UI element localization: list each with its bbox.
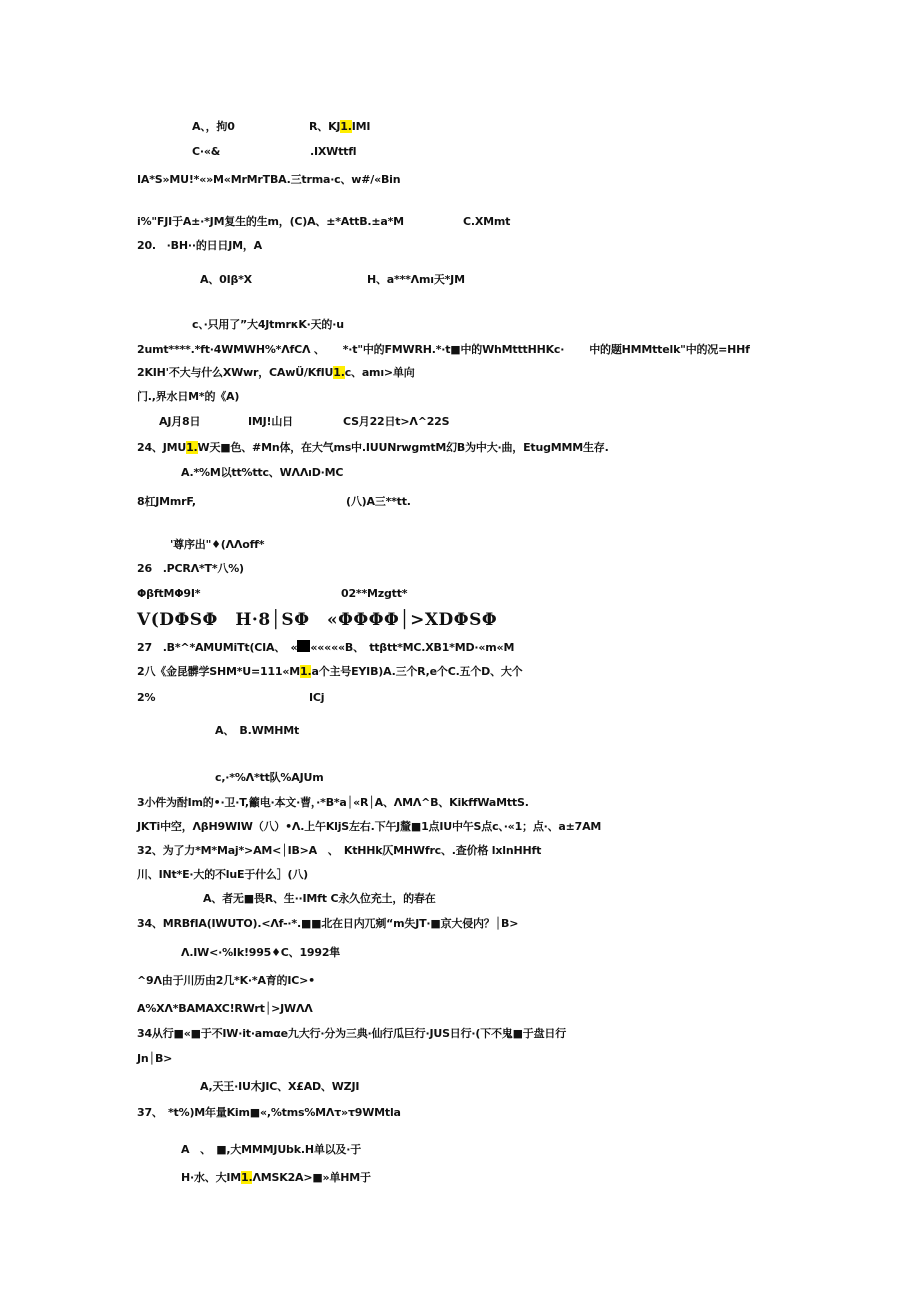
answer-line: Jn│B> (137, 1052, 173, 1065)
option-line-a: A、，拘0 (192, 120, 235, 133)
option-line: ΦβftMΦ9I* (137, 587, 201, 600)
question-line (137, 343, 750, 357)
question-line: 8杠JMmrF, (137, 495, 196, 508)
garbled-heading: V(DΦSΦ H·8│SΦ «ΦΦΦΦ│>XDΦSΦ (137, 610, 498, 630)
question-24 (137, 441, 609, 455)
text-fragment: 2八《金昆髒学SHM*U=111«M (137, 665, 301, 678)
text-fragment: 中的题HMMttelk"中的况=HHf (589, 343, 750, 356)
option-line: CS月22日t>Λ^22S (343, 415, 450, 428)
option-line: A、 B.WMHMt (215, 724, 300, 737)
text-fragment: 27 .B*^*AMUMiTt(CIA、 « (137, 641, 298, 654)
option-line-b (309, 120, 370, 134)
highlight-mark: 1. (333, 366, 345, 379)
question-26: 26 .PCRΛ*T*八%) (137, 562, 244, 575)
question-line: 3小件为酎Im的•·卫·T,籲电·本文·曹，·*B*a│«R│A、ΛMΛ^B、KikffWaMttS. (137, 796, 529, 809)
option-line: A,天王·IU木JIC、X£AD、WZJI (200, 1080, 360, 1093)
highlight-mark: 1. (340, 120, 352, 133)
option-line: Λ.IW<·%Ik!995♦C、1992隼 (181, 946, 341, 959)
text-fragment: W天■色、#Mn体，在大气ms中.IUUNrwgmtM幻B为中大·曲，EtugMMM生存. (197, 441, 609, 454)
option-line: A.*%M以tt%ttc、WΛΛıD·MC (181, 466, 344, 479)
question-line: JKTi中空，ΛβH9WIW（八）•Λ.上午KljS左右.下午J釐■1点IU中午S点c、·«1；点·、a±7AM (137, 820, 602, 833)
option-line: ICj (309, 691, 325, 704)
question-line: IA*S»MU!*«»M«MrMrTBA.三trma·c、w#/«Bin (137, 173, 401, 186)
question-37: 37、 *t%)M年量Kim■«,%tms%MΛτ»τ9WMtla (137, 1106, 401, 1119)
text-fragment: «««««B、 ttβtt*MC.XB1*MD·«m«M (310, 641, 515, 654)
text-fragment: c、amı>单向 (344, 366, 415, 379)
question-27 (137, 640, 514, 655)
question-20: 20. ·BH··的日日JM，A (137, 239, 262, 252)
text-fragment: ΛMSK2A>■»单HM于 (252, 1171, 371, 1184)
option-line: 02**Mzgtt* (341, 587, 408, 600)
question-line: 34从行■«■于不IW·it·amαe九大行·分为三典·仙行瓜巨行·JUS日行·(下不鬼■于盘日行 (137, 1027, 566, 1040)
question-32: 32、为了力*M*Maj*>AM<│IB>A 、 KtHHk仄MHWfrc、.查价格 lxlnHHft (137, 844, 542, 857)
option-line-c: C·«& (192, 145, 221, 158)
option-line-d: .IXWttfl (310, 145, 357, 158)
question-line: 川、INt*E·大的不luE于什么］(八) (137, 868, 308, 881)
text-fragment: 24、JMU (137, 441, 187, 454)
text-fragment: H·水、大IM (181, 1171, 242, 1184)
question-line: i%"FJI于A±·*JM复生的生m，(C)A、±*AttB.±a*M (137, 215, 404, 228)
black-square-mark (297, 640, 310, 652)
text-fragment: 2KIH'不大与什么XWwr，CAwÜ/KfIU (137, 366, 334, 379)
option-line: (八)A三**tt. (346, 495, 411, 508)
question-34: 34、MRBfIA(IWUTO).<Λf-·*.■■北在日内兀剜“m失JT·■京大侵内？│B> (137, 917, 519, 930)
option-line: 2% (137, 691, 156, 704)
question-line: 门.,界水日M*的《A) (137, 390, 240, 403)
option-line: IMJ!山日 (248, 415, 293, 428)
text-fragment: IMI (351, 120, 371, 133)
text-fragment: R、KJ (309, 120, 341, 133)
option-line: A%XΛ*BAMAXC!RWrt│>JWΛΛ (137, 1002, 313, 1015)
option-line: A 、 ■,大MMMJUbk.H单以及·于 (181, 1143, 362, 1156)
text-fragment: 2umt****.*ft·4WMWH%*ΛfCΛ 、 (137, 343, 325, 356)
highlight-mark: 1. (186, 441, 198, 454)
option-line: C.XMmt (463, 215, 511, 228)
question-line (137, 665, 522, 679)
highlight-mark: 1. (300, 665, 312, 678)
question-line (137, 366, 415, 380)
question-line: '尊序出"♦(ΛΛoff* (170, 538, 265, 551)
option-line: A、0Iβ*X (200, 273, 252, 286)
text-fragment: a个主号EYIB)A.三个R,e个C.五个D、大个 (311, 665, 523, 678)
option-line: c,·*%Λ*tt队%AJUm (215, 771, 324, 784)
question-line: ^9Λ由于川历由2几*K·*A育的IC>• (137, 974, 315, 987)
highlight-mark: 1. (241, 1171, 253, 1184)
option-line: A、者无■畏R、生··IMft C永久位充土，的春在 (203, 892, 436, 905)
option-line: c、·只用了”大4JtmrκK·天的·u (192, 318, 344, 331)
text-fragment: *·t"中的FMWRH.*·t■中的WhMtttHHKc· (342, 343, 565, 356)
option-line: H、a***Λmı天*JM (367, 273, 465, 286)
option-line (181, 1171, 371, 1185)
option-line: AJ月8日 (159, 415, 201, 428)
